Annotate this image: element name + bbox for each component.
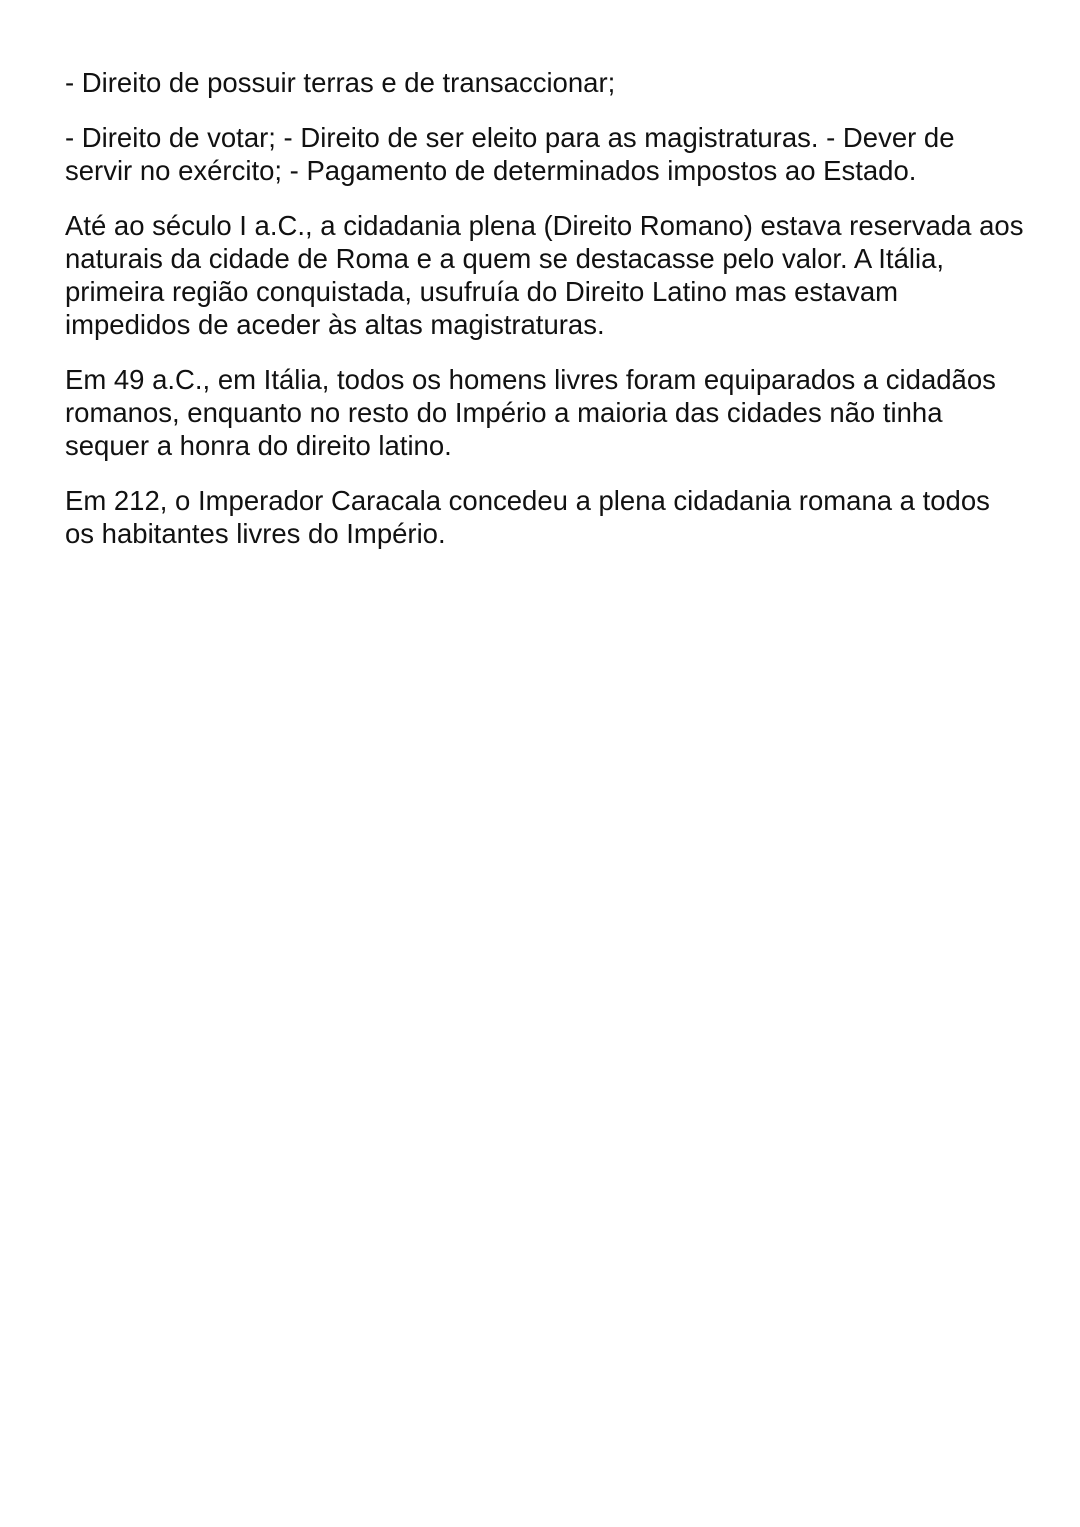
paragraph-212-caracalla: Em 212, o Imperador Caracala concedeu a plena cidadania romana a todos os habitantes livres do Império.: [65, 485, 990, 549]
paragraph-citizenship-before-1st-century: Até ao século I a.C., a cidadania plena (Direito Romano) estava reservada aos naturais da cidade de Roma e a quem se destacasse pelo valor. A Itália, primeira região conquistada, usufruía do Direito Latino mas estavam impedidos de aceder às altas magistraturas.: [65, 210, 1024, 340]
paragraph-rights-duties: - Direito de votar; - Direito de ser eleito para as magistraturas. - Dever de servir no exército; - Pagamento de determinados impostos ao Estado.: [65, 122, 955, 186]
paragraph-49-bc: Em 49 a.C., em Itália, todos os homens livres foram equiparados a cidadãos romanos, enquanto no resto do Império a maioria das cidades não tinha sequer a honra do direito latino.: [65, 364, 996, 461]
paragraph-rights-land: - Direito de possuir terras e de transaccionar;: [65, 67, 616, 98]
document-page: [65, 66, 1025, 572]
